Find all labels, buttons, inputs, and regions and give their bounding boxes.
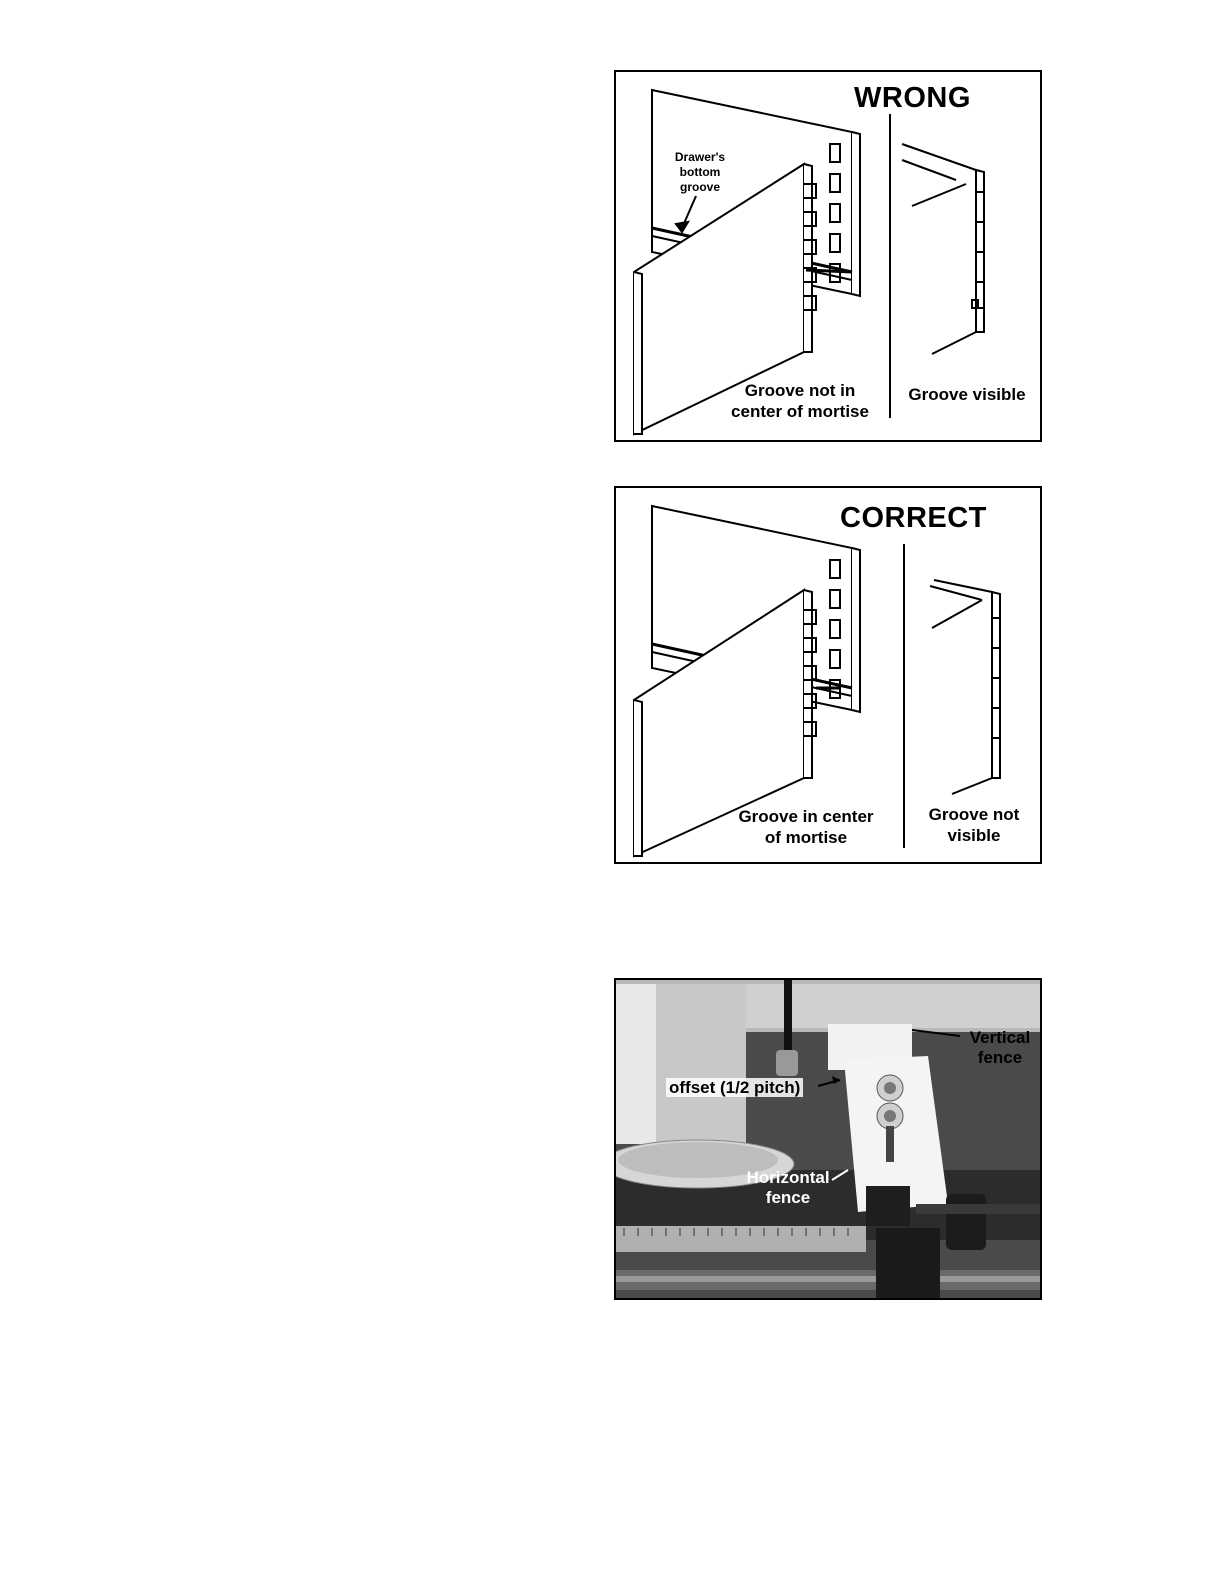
- figure-wrong: [614, 70, 1042, 442]
- vertical-fence-label-line2: fence: [977, 1048, 1023, 1067]
- groove-label: [660, 150, 740, 195]
- wrong-heading: WRONG: [854, 82, 971, 114]
- correct-right-caption-line1: Groove not: [928, 805, 1020, 824]
- correct-heading: CORRECT: [840, 502, 987, 534]
- wrong-left-caption: [720, 380, 880, 422]
- horizontal-fence-label: [738, 1168, 838, 1208]
- groove-label-line1: Drawer's: [674, 150, 726, 164]
- figure-correct: [614, 486, 1042, 864]
- horizontal-fence-label-line2: fence: [765, 1188, 811, 1207]
- correct-left-caption-line1: Groove in center: [738, 807, 874, 826]
- correct-left-caption-line2: of mortise: [764, 828, 848, 847]
- vertical-fence-label: [960, 1028, 1040, 1068]
- wrong-left-caption-line1: Groove not in: [744, 381, 856, 400]
- figure-photo: [614, 978, 1042, 1300]
- correct-right-caption: [912, 804, 1036, 846]
- groove-label-line2: bottom: [679, 165, 721, 179]
- wrong-right-caption: Groove visible: [908, 385, 1026, 404]
- offset-label: [666, 1078, 803, 1098]
- vertical-fence-label-line1: Vertical: [969, 1028, 1031, 1047]
- horizontal-fence-label-line1: Horizontal: [746, 1168, 830, 1187]
- correct-right-caption-line2: visible: [947, 826, 1001, 845]
- groove-label-line3: groove: [679, 180, 720, 194]
- offset-label-text: offset (1/2 pitch): [666, 1078, 803, 1097]
- wrong-left-caption-line2: center of mortise: [731, 402, 869, 421]
- correct-left-caption: [720, 806, 892, 848]
